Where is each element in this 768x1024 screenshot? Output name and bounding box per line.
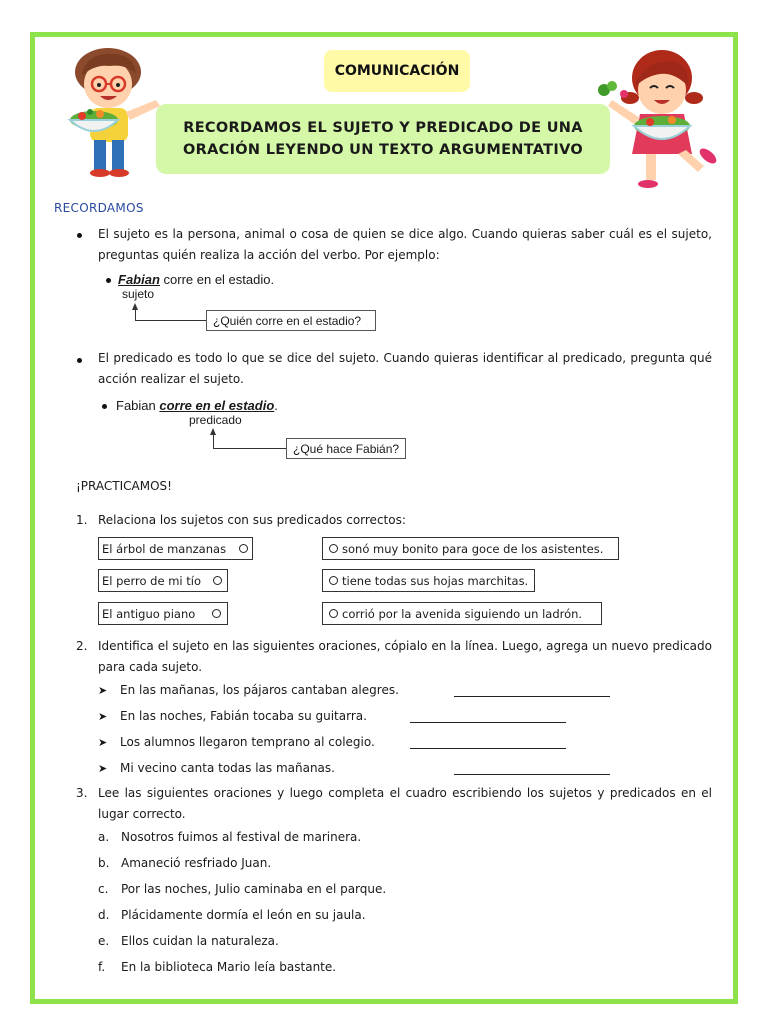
match-dot[interactable] xyxy=(213,576,222,585)
q2-item-1: En las mañanas, los pájaros cantaban alegres. xyxy=(120,683,399,697)
connector-line xyxy=(135,320,207,321)
q3-item-text: Ellos cuidan la naturaleza. xyxy=(121,934,279,948)
q3-item-letter: b. xyxy=(98,856,110,870)
q3-item-letter: f. xyxy=(98,960,106,974)
q2-item-2: En las noches, Fabián tocaba su guitarra. xyxy=(120,709,367,723)
match-subject-2[interactable] xyxy=(98,569,228,592)
match-predicate-label: sonó muy bonito para goce de los asistentes. xyxy=(342,541,604,556)
predicate-definition: El predicado es todo lo que se dice del sujeto. Cuando quieras identificar al predicado, pregunta qué acción realizar el sujeto. xyxy=(98,351,712,386)
predicate-highlight: corre en el estadio xyxy=(159,398,275,413)
match-subject-label: El perro de mi tío xyxy=(102,573,202,588)
match-subject-3[interactable] xyxy=(98,602,228,625)
chevron-right-icon: ➤ xyxy=(98,762,108,775)
match-predicate-2[interactable] xyxy=(322,569,535,592)
girl-with-salad-illustration xyxy=(590,42,724,194)
connector-line xyxy=(213,448,287,449)
bullet xyxy=(77,233,82,238)
match-dot[interactable] xyxy=(329,609,338,618)
q3-item-letter: e. xyxy=(98,934,110,948)
match-dot[interactable] xyxy=(329,576,338,585)
q3-item-letter: d. xyxy=(98,908,110,922)
recall-heading: RECORDAMOS xyxy=(54,201,144,215)
bullet xyxy=(77,358,82,363)
q2-number: 2. xyxy=(76,639,88,653)
q3-instruction: Lee las siguientes oraciones y luego completa el cuadro escribiendo los sujetos y predicados en el lugar correcto. xyxy=(98,786,712,821)
q3-item-text: Plácidamente dormía el león en su jaula. xyxy=(121,908,366,922)
q3-item-text: Amaneció resfriado Juan. xyxy=(121,856,272,870)
chevron-right-icon: ➤ xyxy=(98,710,108,723)
q3-item-text: En la biblioteca Mario leía bastante. xyxy=(121,960,337,974)
match-predicate-1[interactable] xyxy=(322,537,619,560)
q3-number: 3. xyxy=(76,786,88,800)
subject-question-box: ¿Quién corre en el estadio? xyxy=(206,310,376,331)
match-dot[interactable] xyxy=(212,609,221,618)
answer-line[interactable] xyxy=(454,774,610,775)
q3-item-text: Nosotros fuimos al festival de marinera. xyxy=(121,830,362,844)
practice-heading: ¡PRACTICAMOS! xyxy=(76,479,172,493)
match-subject-1[interactable] xyxy=(98,537,253,560)
subject-definition: El sujeto es la persona, animal o cosa de quien se dice algo. Cuando quieras saber cuál es el sujeto, preguntas quién realiza la acción del verbo. Por ejemplo: xyxy=(98,227,712,262)
q3-item-letter: a. xyxy=(98,830,110,844)
predicate-tag: predicado xyxy=(189,413,242,427)
predicate-example-start: Fabian xyxy=(116,398,160,413)
predicate-question-box: ¿Qué hace Fabián? xyxy=(286,438,406,459)
bullet xyxy=(102,404,107,409)
subject-highlight: Fabian xyxy=(118,272,160,287)
bullet xyxy=(106,278,111,283)
q1-instruction: Relaciona los sujetos con sus predicados correctos: xyxy=(98,513,406,527)
q3-item-letter: c. xyxy=(98,882,109,896)
match-subject-label: El árbol de manzanas xyxy=(102,541,227,556)
answer-line[interactable] xyxy=(410,748,566,749)
match-dot[interactable] xyxy=(239,544,248,553)
match-predicate-3[interactable] xyxy=(322,602,602,625)
match-predicate-label: tiene todas sus hojas marchitas. xyxy=(342,573,529,588)
q1-number: 1. xyxy=(76,513,88,527)
match-predicate-label: corrió por la avenida siguiendo un ladrón. xyxy=(342,606,583,621)
subject-example-rest: corre en el estadio. xyxy=(159,272,275,287)
connector-line xyxy=(213,434,214,449)
match-dot[interactable] xyxy=(329,544,338,553)
predicate-example-end: . xyxy=(274,398,278,413)
chevron-right-icon: ➤ xyxy=(98,736,108,749)
q2-item-3: Los alumnos llegaron temprano al colegio. xyxy=(120,735,375,749)
q3-item-text: Por las noches, Julio caminaba en el parque. xyxy=(121,882,387,896)
subject-tag: sujeto xyxy=(122,287,155,301)
answer-line[interactable] xyxy=(454,696,610,697)
lesson-title-banner: RECORDAMOS EL SUJETO Y PREDICADO DE UNA ORACIÓN LEYENDO UN TEXTO ARGUMENTATIVO xyxy=(156,104,610,174)
chevron-right-icon: ➤ xyxy=(98,684,108,697)
match-subject-label: El antiguo piano xyxy=(102,606,196,621)
q2-item-4: Mi vecino canta todas las mañanas. xyxy=(120,761,335,775)
answer-line[interactable] xyxy=(410,722,566,723)
subject-title-box: COMUNICACIÓN xyxy=(324,50,470,92)
q2-instruction: Identifica el sujeto en las siguientes oraciones, cópialo en la línea. Luego, agrega un nuevo predicado para cada sujeto. xyxy=(98,639,712,674)
